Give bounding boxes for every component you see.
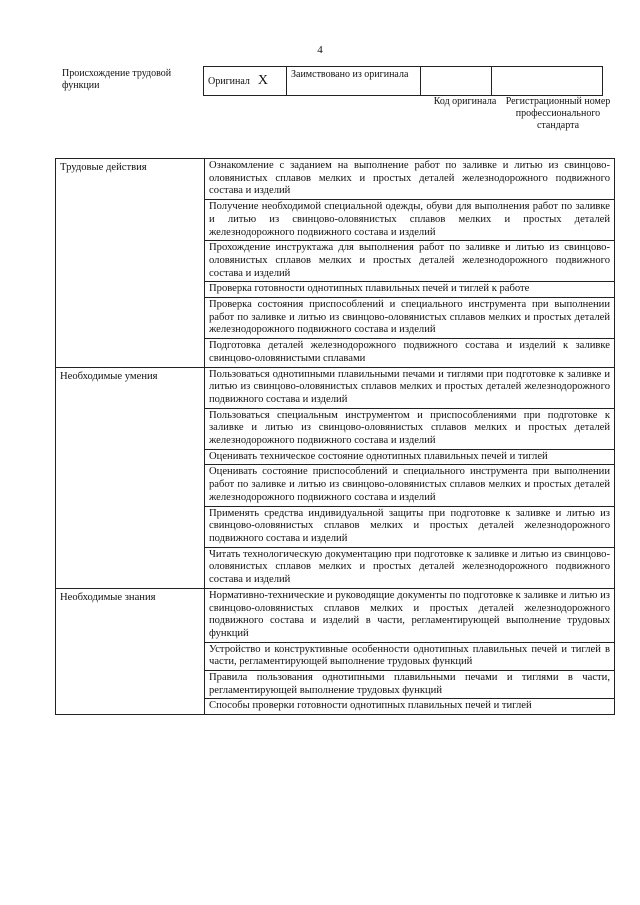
reg-caption: Регистрационный номер профессионального стандарта	[505, 96, 611, 131]
table-cell: Ознакомление с заданием на выполнение работ по заливке и литью из свинцово-оловянистых сплавов мелких и простых деталей железнодорожного подвижного состава и изделий	[205, 159, 615, 200]
table-cell: Прохождение инструктажа для выполнения работ по заливке и литью из свинцово-оловянистых сплавов мелких и простых деталей железнодорожного подвижного состава и изделий	[205, 241, 615, 282]
table-row	[56, 367, 615, 408]
page-number: 4	[317, 44, 323, 56]
table-cell: Нормативно-технические и руководящие документы по подготовке к заливке и литью из свинцово-оловянистых сплавов мелких и простых деталей железнодорожного подвижного состава и изделий в части, регламентирующей выполнение трудовых функций	[205, 588, 615, 642]
table-cell: Оценивать состояние приспособлений и специального инструмента при выполнении работ по заливке и литью из свинцово-оловянистых сплавов мелких и простых деталей железнодорожного подвижного состава и изделий	[205, 465, 615, 506]
table-cell: Читать технологическую документацию при подготовке к заливке и литью из свинцово-оловянистых сплавов мелких и простых деталей железнодорожного подвижного состава и изделий	[205, 547, 615, 588]
section-title: Необходимые знания	[56, 588, 205, 714]
origin-table	[203, 66, 603, 96]
table-cell: Применять средства индивидуальной защиты при подготовке к заливке и литью из свинцово-оловянистых сплавов мелких и простых деталей железнодорожного подвижного состава и изделий	[205, 506, 615, 547]
origin-label: Происхождение трудовой функции	[62, 68, 172, 91]
section-title: Трудовые действия	[56, 159, 205, 368]
table-cell: Пользоваться специальным инструментом и приспособлениями при подготовке к заливке и литью из свинцово-оловянистых сплавов мелких и простых деталей железнодорожного подвижного состава и изделий	[205, 408, 615, 449]
section-title: Необходимые умения	[56, 367, 205, 588]
origin-borrowed-cell: Заимствовано из оригинала	[287, 67, 421, 96]
original-mark: X	[257, 73, 269, 88]
origin-original-cell	[204, 67, 287, 96]
origin-reg-cell	[492, 67, 603, 96]
table-cell: Устройство и конструктивные особенности однотипных плавильных печей и тиглей в части, регламентирующей выполнение трудовых функций	[205, 642, 615, 670]
table-cell: Правила пользования однотипными плавильными печами и тиглями в части, регламентирующей выполнение трудовых функций	[205, 671, 615, 699]
code-caption: Код оригинала	[433, 96, 497, 107]
table-cell: Проверка состояния приспособлений и специального инструмента при выполнении работ по заливке и литью из свинцово-оловянистых сплавов мелких и простых деталей железнодорожного подвижного состава и изделий	[205, 298, 615, 339]
table-cell: Способы проверки готовности однотипных плавильных печей и тиглей	[205, 699, 615, 715]
table-cell: Оценивать техническое состояние однотипных плавильных печей и тиглей	[205, 449, 615, 465]
original-label: Оригинал	[208, 76, 250, 87]
table-cell: Пользоваться однотипными плавильными печами и тиглями при подготовке к заливке и литью из свинцово-оловянистых сплавов мелких и простых деталей железнодорожного подвижного состава и изделий	[205, 367, 615, 408]
table-cell: Подготовка деталей железнодорожного подвижного состава и изделий к заливке свинцово-оловянистыми сплавами	[205, 339, 615, 367]
table-row	[56, 159, 615, 200]
table-cell: Проверка готовности однотипных плавильных печей и тиглей к работе	[205, 282, 615, 298]
table-cell: Получение необходимой специальной одежды, обуви для выполнения работ по заливке и литью из свинцово-оловянистых сплавов мелких и простых деталей железнодорожного подвижного состава и изделий	[205, 200, 615, 241]
origin-code-cell	[421, 67, 492, 96]
table-row	[56, 588, 615, 642]
function-table	[55, 158, 615, 715]
